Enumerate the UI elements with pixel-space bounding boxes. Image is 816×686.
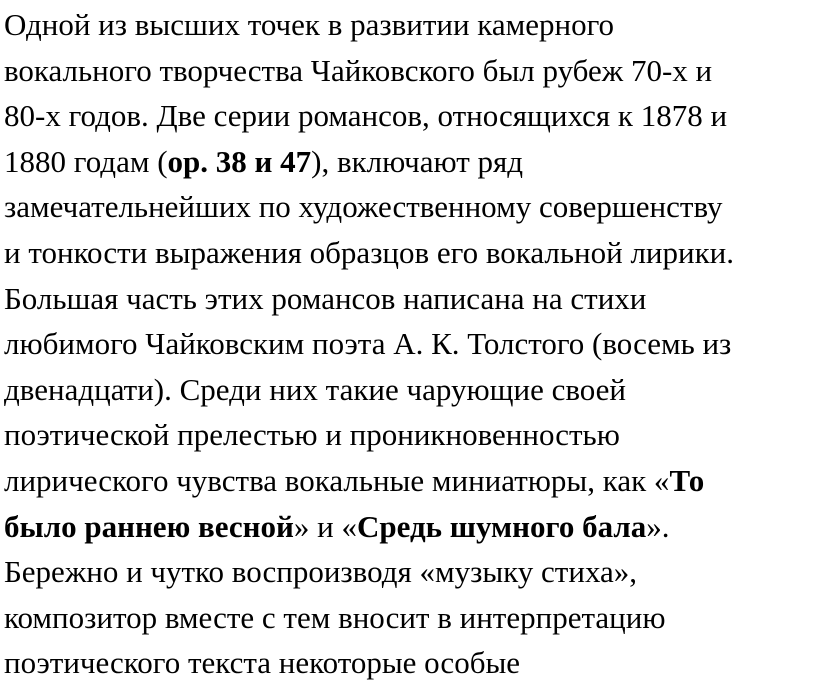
text-line-2: вокального творчества Чайковского был рубеж 70-х и xyxy=(4,52,713,88)
bold-title: Средь шумного бала xyxy=(356,508,647,544)
text-run: 1880 годам ( xyxy=(4,143,168,179)
text-line-3: 80-х годов. Две серии романсов, относящихся к 1878 и xyxy=(4,98,728,134)
text-line-12 xyxy=(4,504,812,550)
text-line-11 xyxy=(4,458,812,504)
text-line-9: двенадцати). Среди них такие чарующие своей xyxy=(4,371,627,407)
text-run: » и « xyxy=(293,508,357,544)
bold-title-part: То xyxy=(669,462,705,498)
text-line-4 xyxy=(4,139,812,185)
text-line-7: Большая часть этих романсов написана на стихи xyxy=(4,280,647,316)
text-line-1: Одной из высших точек в развитии камерного xyxy=(4,7,615,42)
text-line-15: поэтического текста некоторые особые xyxy=(4,645,521,681)
bold-title-part: было раннею весной xyxy=(4,508,294,544)
text-line-10: поэтической прелестью и проникновенностью xyxy=(4,417,620,453)
document-page xyxy=(4,2,812,686)
text-run: ), включают ряд xyxy=(311,143,524,179)
text-line-8: любимого Чайковским поэта А. К. Толстого (восемь из xyxy=(4,326,732,362)
text-run: ». xyxy=(646,508,670,544)
text-line-14: композитор вместе с тем вносит в интерпретацию xyxy=(4,599,666,635)
text-line-6: и тонкости выражения образцов его вокальной лирики. xyxy=(4,234,734,270)
text-run: лирического чувства вокальные миниатюры, как « xyxy=(4,462,670,498)
bold-opus-numbers: ор. 38 и 47 xyxy=(167,143,312,179)
text-line-5: замечательнейших по художественному совершенству xyxy=(4,189,723,225)
text-line-13: Бережно и чутко воспроизводя «музыку стиха», xyxy=(4,554,638,590)
